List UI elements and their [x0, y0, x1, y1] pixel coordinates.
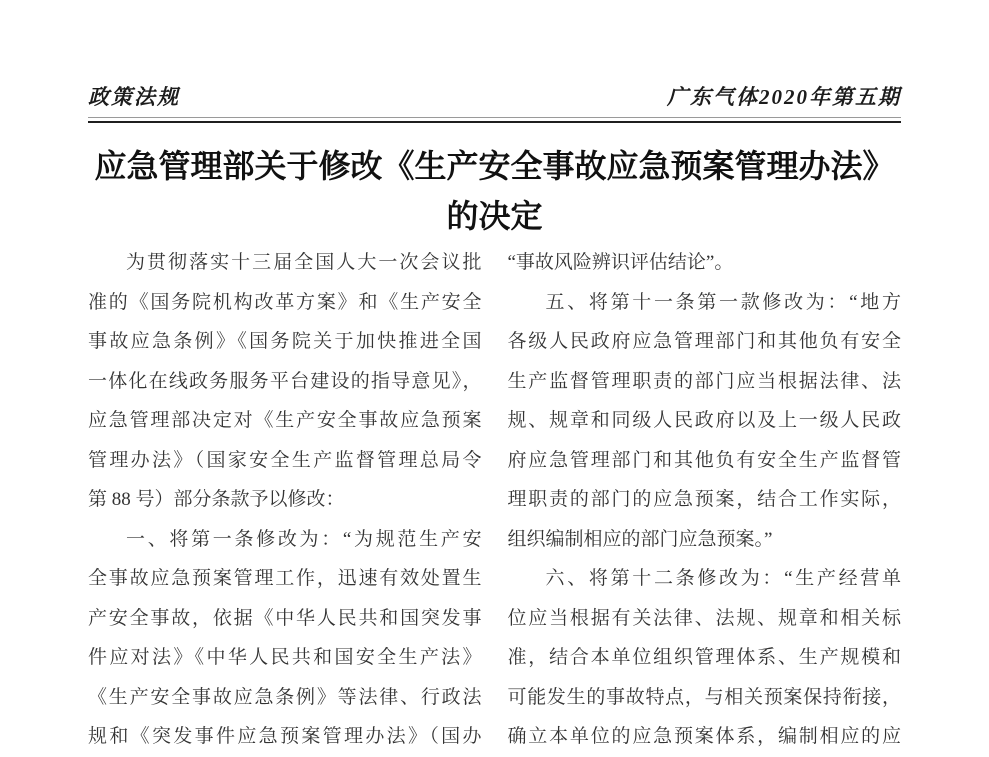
running-header [88, 0, 901, 110]
text-line: 件应对法》《中华人民共和国安全生产法》 [88, 647, 482, 668]
right-column [508, 243, 902, 757]
text-line: 规、规章和同级人民政府以及上一级人民政 [507, 410, 901, 431]
text-line: 第 88 号）部分条款予以修改： [88, 489, 345, 510]
text-line: 准，结合本单位组织管理体系、生产规模和 [507, 647, 901, 668]
text-line: 位应当根据有关法律、法规、规章和相关标 [507, 607, 901, 629]
text-line: 六、将第十二条修改为：“生产经营单 [545, 568, 901, 589]
text-line: 组织编制相应的部门应急预案。” [507, 528, 773, 550]
left-column [88, 243, 482, 757]
text-line: 理职责的部门的应急预案，结合工作实际， [507, 489, 901, 510]
article-title-line1: 应急管理部关于修改《生产安全事故应急预案管理办法》 [94, 148, 895, 184]
section-label: 政策法规 [88, 85, 180, 109]
text-line: 产安全事故，依据《中华人民共和国突发事 [88, 607, 482, 629]
text-line: 为贯彻落实十三届全国人大一次会议批 [126, 252, 482, 273]
text-line: 五、将第十一条第一款修改为：“地方 [545, 291, 901, 313]
text-line: 全事故应急预案管理工作，迅速有效处置生 [88, 568, 482, 589]
article-title-line2: 的决定 [446, 198, 543, 234]
text-line: 一体化在线政务服务平台建设的指导意见》， [88, 370, 482, 392]
body-columns [88, 243, 901, 757]
text-line: 府应急管理部门和其他负有安全生产监督管 [507, 449, 901, 471]
text-line: 各级人民政府应急管理部门和其他负有安全 [507, 331, 901, 352]
text-line: 《生产安全事故应急条例》等法律、行政法 [88, 686, 482, 708]
issue-label: 广东气体2020年第五期 [667, 85, 901, 109]
text-line: 事故应急条例》《国务院关于加快推进全国 [88, 331, 482, 352]
text-line: “事故风险辨识评估结论”。 [507, 252, 734, 273]
header-divider [88, 117, 901, 123]
text-line: 规和《突发事件应急预案管理办法》（国办 [88, 726, 482, 747]
text-line: 确立本单位的应急预案体系，编制相应的应 [507, 726, 901, 747]
text-line: 应急管理部决定对《生产安全事故应急预案 [88, 410, 482, 431]
text-line: 管理办法》（国家安全生产监督管理总局令 [88, 449, 482, 471]
text-line: 生产监督管理职责的部门应当根据法律、法 [507, 370, 901, 392]
article-title [88, 141, 901, 241]
text-line: 准的《国务院机构改革方案》和《生产安全 [88, 291, 482, 313]
text-line: 可能发生的事故特点，与相关预案保持衔接， [507, 686, 901, 708]
text-line: 一、将第一条修改为：“为规范生产安 [126, 528, 482, 550]
